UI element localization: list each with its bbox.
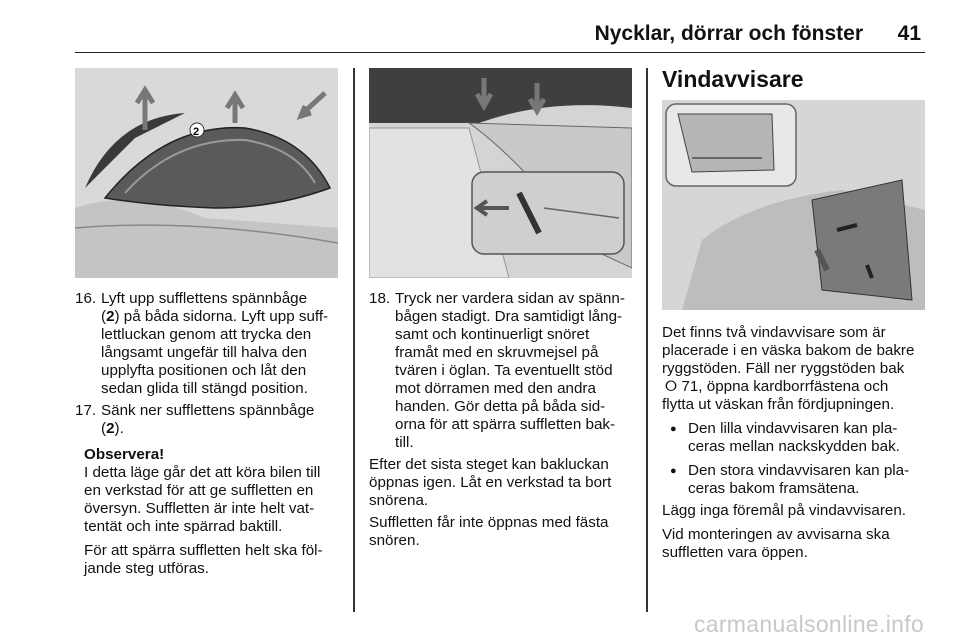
paragraph-line: placerade i en väska bakom de bakre	[662, 342, 915, 359]
bullet-line: Den stora vindavvisaren kan pla-	[688, 462, 910, 479]
step-18-line: orna för att spärra suffletten bak-	[395, 416, 616, 433]
step-16-line: långsamt ungefär till halva den	[101, 344, 308, 361]
bullet-dot: ●	[670, 465, 677, 477]
step-18-line: Tryck ner vardera sidan av spänn-	[395, 290, 625, 307]
step-16-line: upplyfta positionen och låt den	[101, 362, 307, 379]
paragraph-wind-deflector-intro	[662, 324, 914, 414]
bullet-line: ceras bakom framsätena.	[688, 480, 860, 497]
paragraph-do-not-open	[369, 514, 609, 550]
note-block	[84, 446, 320, 536]
paragraph-line: Lägg inga föremål på vindavvisaren.	[662, 502, 906, 519]
paragraph-line: Vid monteringen av avvisarna ska	[662, 526, 890, 543]
bullet-dot: ●	[670, 423, 677, 435]
step-16-line: (2) på båda sidorna. Lyft upp suff-	[101, 308, 329, 325]
step-17-line: Sänk ner sufflettens spännbåge	[101, 402, 315, 419]
figure-tension-cord	[369, 68, 632, 278]
paragraph-line: Det finns två vindavvisare som är	[662, 324, 886, 341]
bullet-line: ceras mellan nackskydden bak.	[688, 438, 900, 455]
step-18-line: bågen stadigt. Dra samtidigt lång-	[395, 308, 623, 325]
paragraph-line: suffletten vara öppen.	[662, 544, 808, 561]
figure-wind-deflector	[662, 100, 925, 310]
step-18-line: tvären i öglan. Ta eventuellt stöd	[395, 362, 613, 379]
step-16-line: sedan glida till stängd position.	[101, 380, 308, 397]
column-divider-2	[646, 68, 648, 612]
note-line: en verkstad för att ge suffletten en	[84, 482, 314, 499]
paragraph-line: För att spärra suffletten helt ska föl-	[84, 542, 323, 559]
note-line: tentät och inte spärrad baktill.	[84, 518, 283, 535]
step-number: 16.	[75, 290, 97, 307]
page-number: 41	[897, 22, 921, 45]
page-header	[75, 0, 925, 53]
step-18-line: samt och kontinuerligt snöret	[395, 326, 590, 343]
step-18-line: framåt med en skruvmejsel på	[395, 344, 599, 361]
step-number: 18.	[369, 290, 391, 307]
paragraph-line: flytta ut väskan från fördjupningen.	[662, 396, 895, 413]
paragraph-line: snören.	[369, 532, 420, 549]
note-line: översyn. Suffletten är inte helt vat-	[84, 500, 315, 517]
section-heading: Vindavvisare	[662, 66, 804, 92]
paragraph-line: snörena.	[369, 492, 429, 509]
page-reference[interactable]: ⭘ 71, öppna kardborrfästena och	[662, 378, 889, 395]
paragraph-after-last-step	[369, 456, 611, 510]
paragraph-line: Efter det sista steget kan bakluckan	[369, 456, 609, 473]
chapter-title: Nycklar, dörrar och fönster	[594, 22, 863, 45]
step-number: 17.	[75, 402, 97, 419]
note-title: Observera!	[84, 446, 165, 463]
paragraph-no-objects	[662, 502, 906, 520]
step-16-line: Lyft upp sufflettens spännbåge	[101, 290, 308, 307]
paragraph-mounting	[662, 526, 890, 562]
paragraph-line: jande steg utföras.	[84, 560, 209, 577]
paragraph-line: ryggstöden. Fäll ner ryggstöden bak	[662, 360, 905, 377]
step-16-line: lettluckan genom att trycka den	[101, 326, 312, 343]
paragraph-line: öppnas igen. Låt en verkstad ta bort	[369, 474, 612, 491]
figure-softtop-lid	[75, 68, 338, 278]
paragraph-line: Suffletten får inte öppnas med fästa	[369, 514, 609, 531]
step-17-line: (2).	[101, 420, 124, 437]
step-18-line: till.	[395, 434, 414, 451]
column-divider-1	[353, 68, 355, 612]
paragraph-lock	[84, 542, 323, 578]
step-18-line: mot dörramen med den andra	[395, 380, 596, 397]
watermark: carmanualsonline.info	[693, 611, 924, 637]
step-18-line: handen. Gör detta på båda sid-	[395, 398, 606, 415]
bullet-line: Den lilla vindavvisaren kan pla-	[688, 420, 898, 437]
note-line: I detta läge går det att köra bilen till	[84, 464, 321, 481]
figure-callout-2: 2	[193, 126, 200, 138]
